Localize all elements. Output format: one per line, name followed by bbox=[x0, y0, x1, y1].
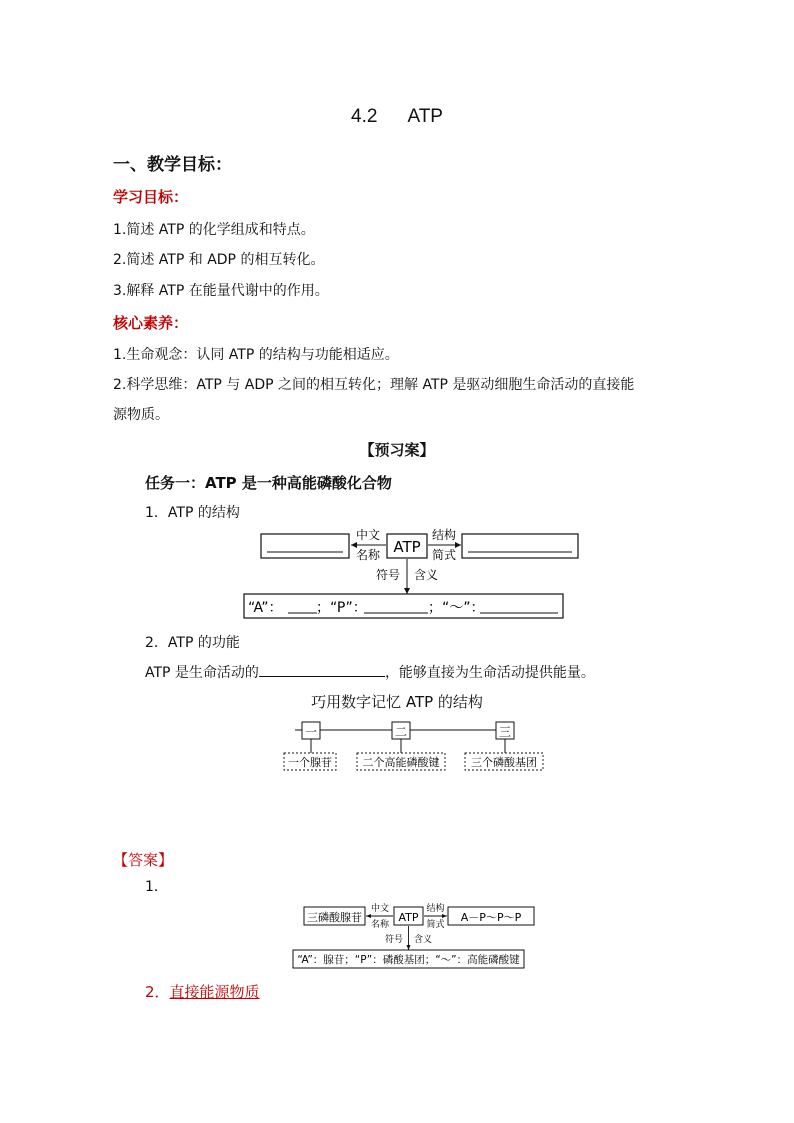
page-title bbox=[0, 106, 794, 128]
chinese-name-box bbox=[261, 534, 349, 558]
memory-title: 巧用数字记忆 ATP 的结构 bbox=[311, 693, 483, 711]
answer-chinese-name: 三磷酸腺苷 bbox=[307, 911, 362, 924]
answer-left-arrow-head bbox=[366, 914, 371, 918]
q2-sentence-post: ，能够直接为生命活动提供能量。 bbox=[384, 665, 595, 681]
title-number: 4.2 bbox=[351, 106, 378, 127]
memory-text-2: 二个高能磷酸键 bbox=[362, 756, 440, 769]
learning-goals-label: 学习目标： bbox=[113, 188, 189, 206]
memory-num-2: 二 bbox=[394, 725, 408, 739]
q2-label: 2．ATP 的功能 bbox=[145, 635, 240, 651]
right-top-label: 结构 bbox=[431, 528, 457, 542]
answer-formula: A－P～P～P bbox=[460, 911, 522, 924]
meaning-box bbox=[244, 594, 563, 618]
meaning-a-label: “A”： bbox=[248, 600, 283, 616]
q2-sentence-pre: ATP 是生命活动的 bbox=[145, 665, 259, 681]
learning-goal-3: 3.解释 ATP 在能量代谢中的作用。 bbox=[113, 283, 329, 299]
answer-q1-num: 1． bbox=[145, 879, 168, 895]
memory-diagram bbox=[280, 719, 550, 775]
answer-left-top: 中文 bbox=[370, 904, 390, 914]
memory-num-1: 一 bbox=[304, 725, 318, 739]
memory-text-3: 三个磷酸基团 bbox=[471, 756, 537, 769]
meaning-p-label: ；“P”： bbox=[316, 600, 367, 616]
down-left-label: 符号 bbox=[375, 568, 400, 582]
q2-blank bbox=[259, 662, 385, 677]
memory-text-1: 一个腺苷 bbox=[288, 756, 332, 769]
formula-box bbox=[462, 534, 578, 558]
answer-right-bottom: 简式 bbox=[426, 920, 445, 930]
memory-num-3: 三 bbox=[498, 725, 512, 739]
learning-goal-1: 1.简述 ATP 的化学组成和特点。 bbox=[113, 222, 315, 238]
answer-meaning: “A”：腺苷；“P”：磷酸基团；“～”：高能磷酸键 bbox=[297, 954, 520, 966]
answer-right-arrow-head bbox=[442, 914, 447, 918]
answer-down-right: 含义 bbox=[414, 935, 433, 945]
atp-structure-diagram bbox=[240, 522, 585, 624]
core-item-2: 2.科学思维：ATP 与 ADP 之间的相互转化；理解 ATP 是驱动细胞生命活动的直接能 bbox=[113, 377, 635, 393]
left-bottom-label: 名称 bbox=[355, 548, 381, 562]
answer-q2 bbox=[145, 981, 260, 1002]
down-arrow-head bbox=[404, 588, 410, 594]
answer-left-bottom: 名称 bbox=[370, 920, 390, 930]
answer-q2-text: 直接能源物质 bbox=[169, 983, 260, 1001]
learning-goal-2: 2.简述 ATP 和 ADP 的相互转化。 bbox=[113, 252, 325, 268]
answer-right-top: 结构 bbox=[426, 904, 445, 914]
preview-heading: 【预习案】 bbox=[359, 441, 435, 459]
answer-atp-label: ATP bbox=[398, 911, 419, 924]
left-top-label: 中文 bbox=[355, 528, 381, 542]
atp-center-label: ATP bbox=[393, 538, 421, 556]
right-bottom-label: 简式 bbox=[431, 548, 457, 562]
task1-heading: 任务一：ATP 是一种高能磷酸化合物 bbox=[145, 474, 392, 492]
title-name: ATP bbox=[407, 106, 443, 127]
answer-down-left: 符号 bbox=[384, 935, 403, 945]
answer-q2-num: 2． bbox=[145, 983, 170, 1001]
core-label: 核心素养： bbox=[113, 314, 189, 332]
down-right-label: 含义 bbox=[414, 568, 439, 582]
atp-answer-diagram bbox=[290, 898, 540, 972]
core-item-3: 源物质。 bbox=[113, 407, 169, 423]
core-item-1: 1.生命观念：认同 ATP 的结构与功能相适应。 bbox=[113, 347, 399, 363]
answer-label: 【答案】 bbox=[113, 851, 174, 869]
answer-down-arrow-head bbox=[407, 945, 411, 950]
meaning-w-label: ；“～”： bbox=[428, 600, 485, 616]
q2-sentence bbox=[145, 662, 595, 682]
q1-label: 1．ATP 的结构 bbox=[145, 505, 240, 521]
section-teaching-goals: 一、教学目标： bbox=[113, 155, 232, 175]
